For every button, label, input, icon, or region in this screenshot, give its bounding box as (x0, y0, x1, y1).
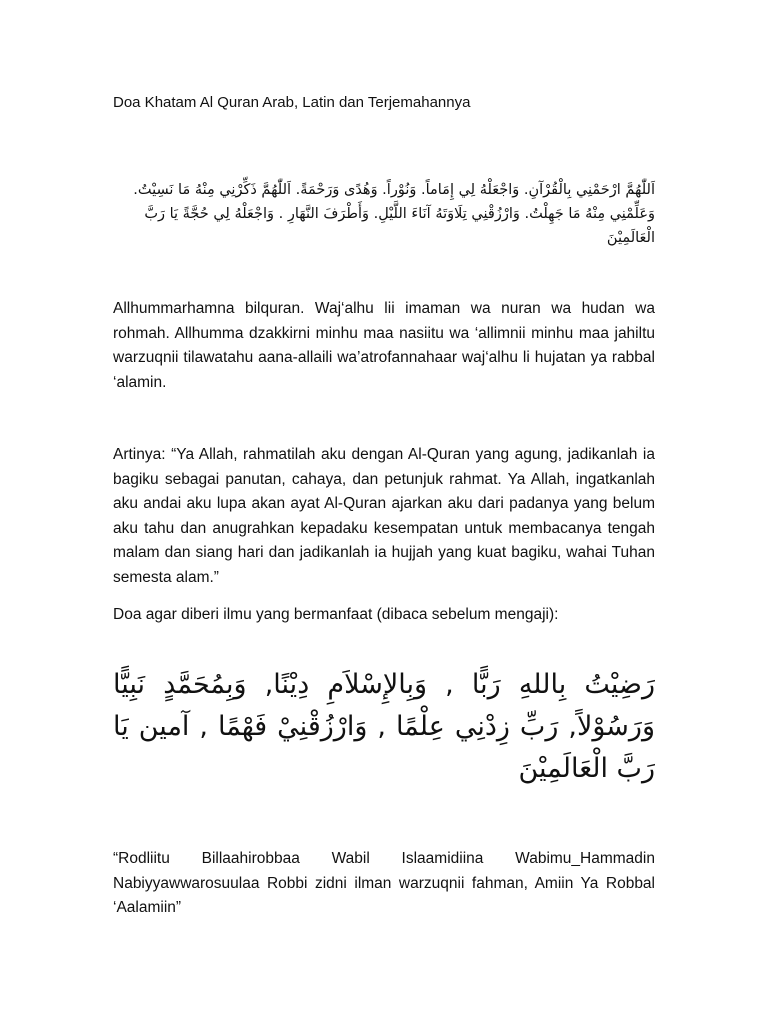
transliteration-ilmu: “Rodliitu Billaahirobbaa Wabil Islaamidiina Wabimu_Hammadin Nabiyyawwarosuulaa Robbi zidni ilman warzuqnii fahman, Amiin Ya Robbal ‘Aalamiin” (113, 850, 655, 916)
document-title: Doa Khatam Al Quran Arab, Latin dan Terjemahannya (113, 94, 471, 111)
section-heading-ilmu: Doa agar diberi ilmu yang bermanfaat (dibaca sebelum mengaji): (113, 606, 559, 623)
arabic-prayer-ilmu: رَضِيْتُ بِاللهِ رَبًّا , وَبِالإِسْلاَمِ دِيْنًا, وَبِمُحَمَّدٍ نَبِيًّا وَرَسُوْلاً, رَبِّ زِدْنِي عِلْمًا , وَارْزُقْنِيْ فَهْمًا , آمين يَا رَبَّ الْعَالَمِيْنَ (113, 669, 655, 784)
translation-khatam: Artinya: “Ya Allah, rahmatilah aku dengan Al-Quran yang agung, jadikanlah ia bagiku sebagai panutan, cahaya, dan petunjuk rahmat. Ya Allah, ingatkanlah aku andai aku lupa akan ayat Al-Quran ajarkan aku dari padanya yang belum aku tahu dan anugrahkan kepadaku kesempatan untuk membacanya tengah malam dan siang hari dan jadikanlah ia hujjah yang kuat bagiku, wahai Tuhan semesta alam.” (113, 446, 655, 586)
transliteration-khatam: Allhummarhamna bilquran. Waj‘alhu lii imaman wa nuran wa hudan wa rohmah. Allhumma dzakkirni minhu maa nasiitu wa ‘allimnii minhu maa jahiltu warzuqnii tilawatahu aana-allaili wa’atrofannahaar waj‘alhu li hujatan ya rabbal ‘alamin. (113, 300, 655, 391)
arabic-prayer-khatam: اَللّٰهُمَّ ارْحَمْنِي بِالْقُرْآنِ. وَاجْعَلْهُ لِي إِمَاماً. وَنُوْراً. وَهُدًى وَرَحْمَةً. اَللّٰهُمَّ ذَكِّرْنِي مِنْهُ مَا نَسِيْتُ. وَعَلِّمْنِي مِنْهُ مَا جَهِلْتُ. وَارْزُقْنِي تِلَاوَتَهُ آنَاءَ اللَّيْلِ. وَأَطْرَفَ النَّهَارِ . وَاجْعَلْهُ لِي حُجَّةً يَا رَبَّ الْعَالَمِيْنَ (133, 182, 655, 246)
